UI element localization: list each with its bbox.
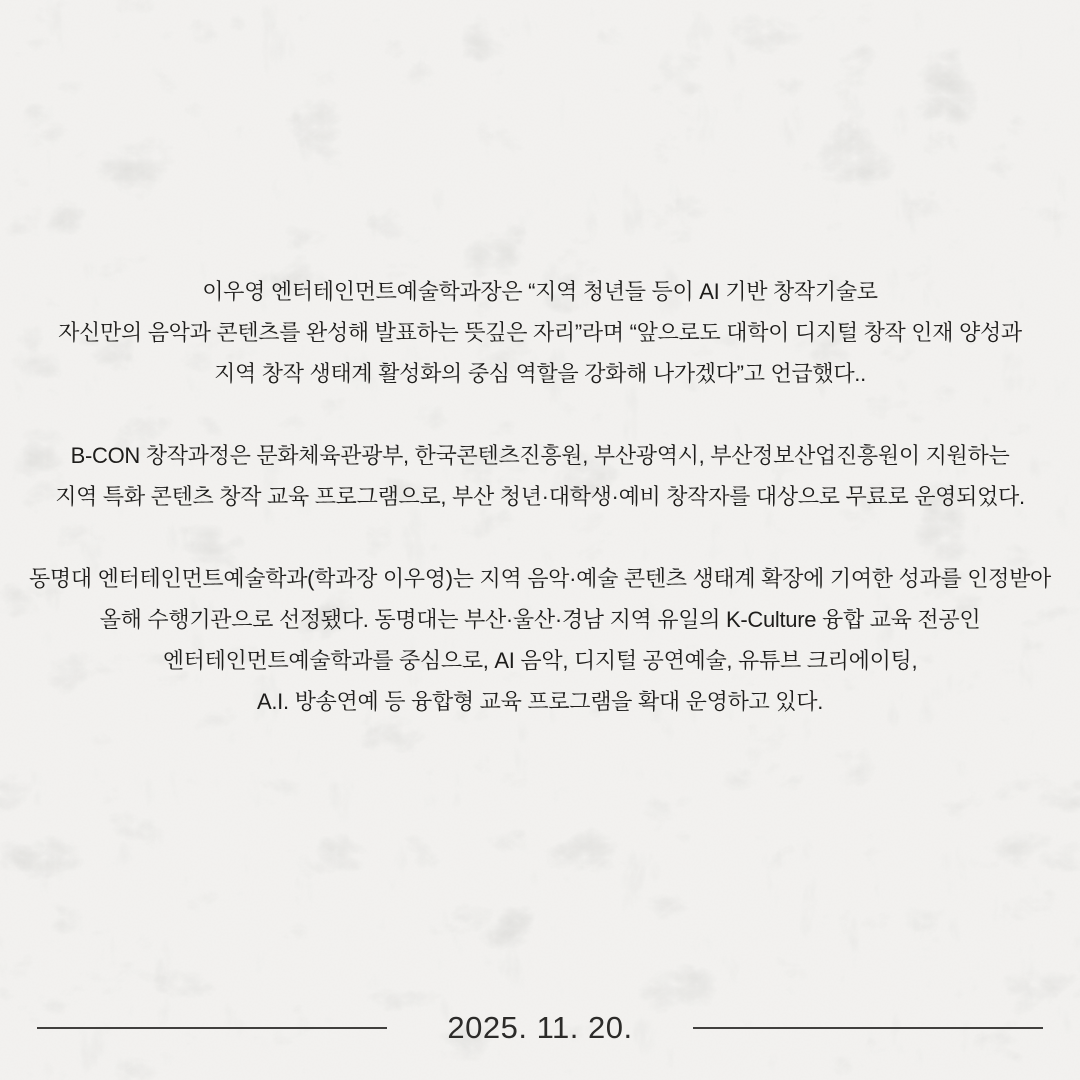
date-text: 2025. 11. 20. (447, 1010, 633, 1045)
text-line: 자신만의 음악과 콘텐츠를 완성해 발표하는 뜻깊은 자리”라며 “앞으로도 대학이 디지털 창작 인재 양성과 (58, 320, 1022, 345)
text-line: 지역 특화 콘텐츠 창작 교육 프로그램으로, 부산 청년·대학생·예비 창작자를 대상으로 무료로 운영되었다. (55, 484, 1025, 509)
paragraph-program (0, 435, 1080, 517)
right-divider-line (693, 1027, 1043, 1029)
text-line: 엔터테인먼트예술학과를 중심으로, AI 음악, 디지털 공연예술, 유튜브 크리에이팅, (162, 648, 918, 673)
text-line: 이우영 엔터테인먼트예술학과장은 “지역 청년들 등이 AI 기반 창작기술로 (202, 279, 878, 304)
text-line: 지역 창작 생태계 활성화의 중심 역할을 강화해 나가겠다”고 언급했다.. (214, 361, 866, 386)
text-line: 올해 수행기관으로 선정됐다. 동명대는 부산·울산·경남 지역 유일의 K-Culture 융합 교육 전공인 (99, 607, 981, 632)
footer-date-row (0, 1006, 1080, 1050)
text-line: A.I. 방송연예 등 융합형 교육 프로그램을 확대 운영하고 있다. (256, 689, 824, 714)
paragraph-quote (0, 271, 1080, 394)
text-line: 동명대 엔터테인먼트예술학과(학과장 이우영)는 지역 음악·예술 콘텐츠 생태계 확장에 기여한 성과를 인정받아 (28, 566, 1052, 591)
text-line: B-CON 창작과정은 문화체육관광부, 한국콘텐츠진흥원, 부산광역시, 부산정보산업진흥원이 지원하는 (70, 443, 1010, 468)
article-body (0, 271, 1080, 763)
paragraph-university (0, 558, 1080, 722)
left-divider-line (37, 1027, 387, 1029)
